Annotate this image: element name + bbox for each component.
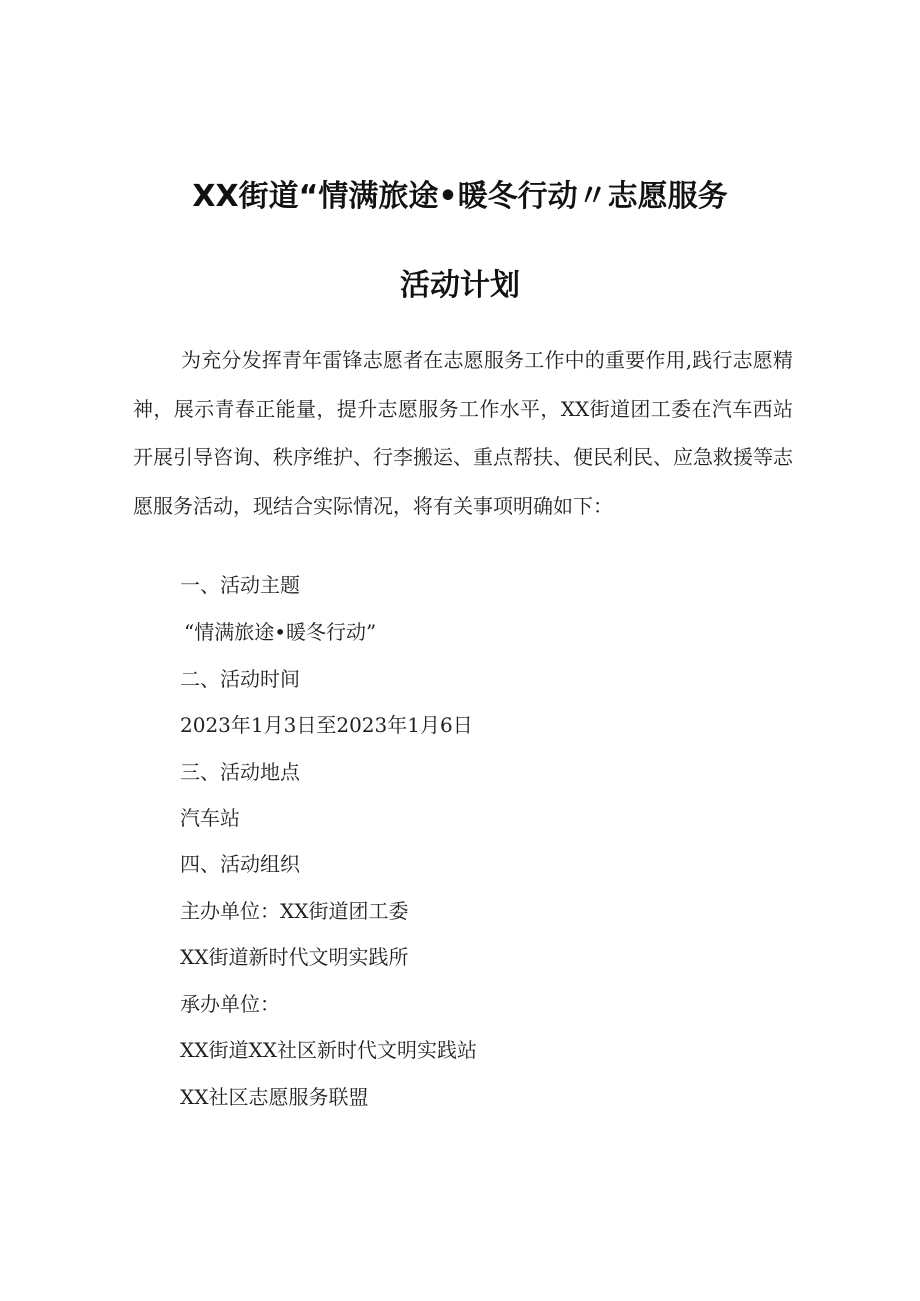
section-heading-location: 三、活动地点 (180, 760, 300, 784)
co-organizer-line-1: XX街道XX社区新时代文明实践站 (180, 1038, 477, 1062)
section-heading-theme: 一、活动主题 (180, 573, 300, 597)
document-title-line-1: XX街道“情满旅途•暖冬行动〃志愿服务 (192, 179, 728, 214)
organizer-line-2: XX街道新时代文明实践所 (180, 945, 409, 969)
activity-time-text: 2023年1月3日至2023年1月6日 (180, 713, 473, 737)
intro-paragraph: 为充分发挥青年雷锋志愿者在志愿服务工作中的重要作用,践行志愿精神，展示青春正能量，提升志愿服务工作水平，XX街道团工委在汽车西站开展引导咨询、秩序维护、行李搬运、重点帮扶、便民利民、应急救援等志愿服务活动，现结合实际情况，将有关事项明确如下： (133, 348, 793, 518)
activity-theme-text: “情满旅途•暖冬行动” (184, 620, 377, 644)
co-organizer-line-2: XX社区志愿服务联盟 (180, 1085, 369, 1109)
section-heading-time: 二、活动时间 (180, 667, 300, 691)
document-title-line-2: 活动计划 (400, 268, 520, 303)
organizer-line: 主办单位：XX街道团工委 (180, 899, 409, 923)
activity-location-text: 汽车站 (180, 806, 240, 830)
section-heading-organization: 四、活动组织 (180, 852, 300, 876)
co-organizer-label: 承办单位： (180, 992, 280, 1016)
